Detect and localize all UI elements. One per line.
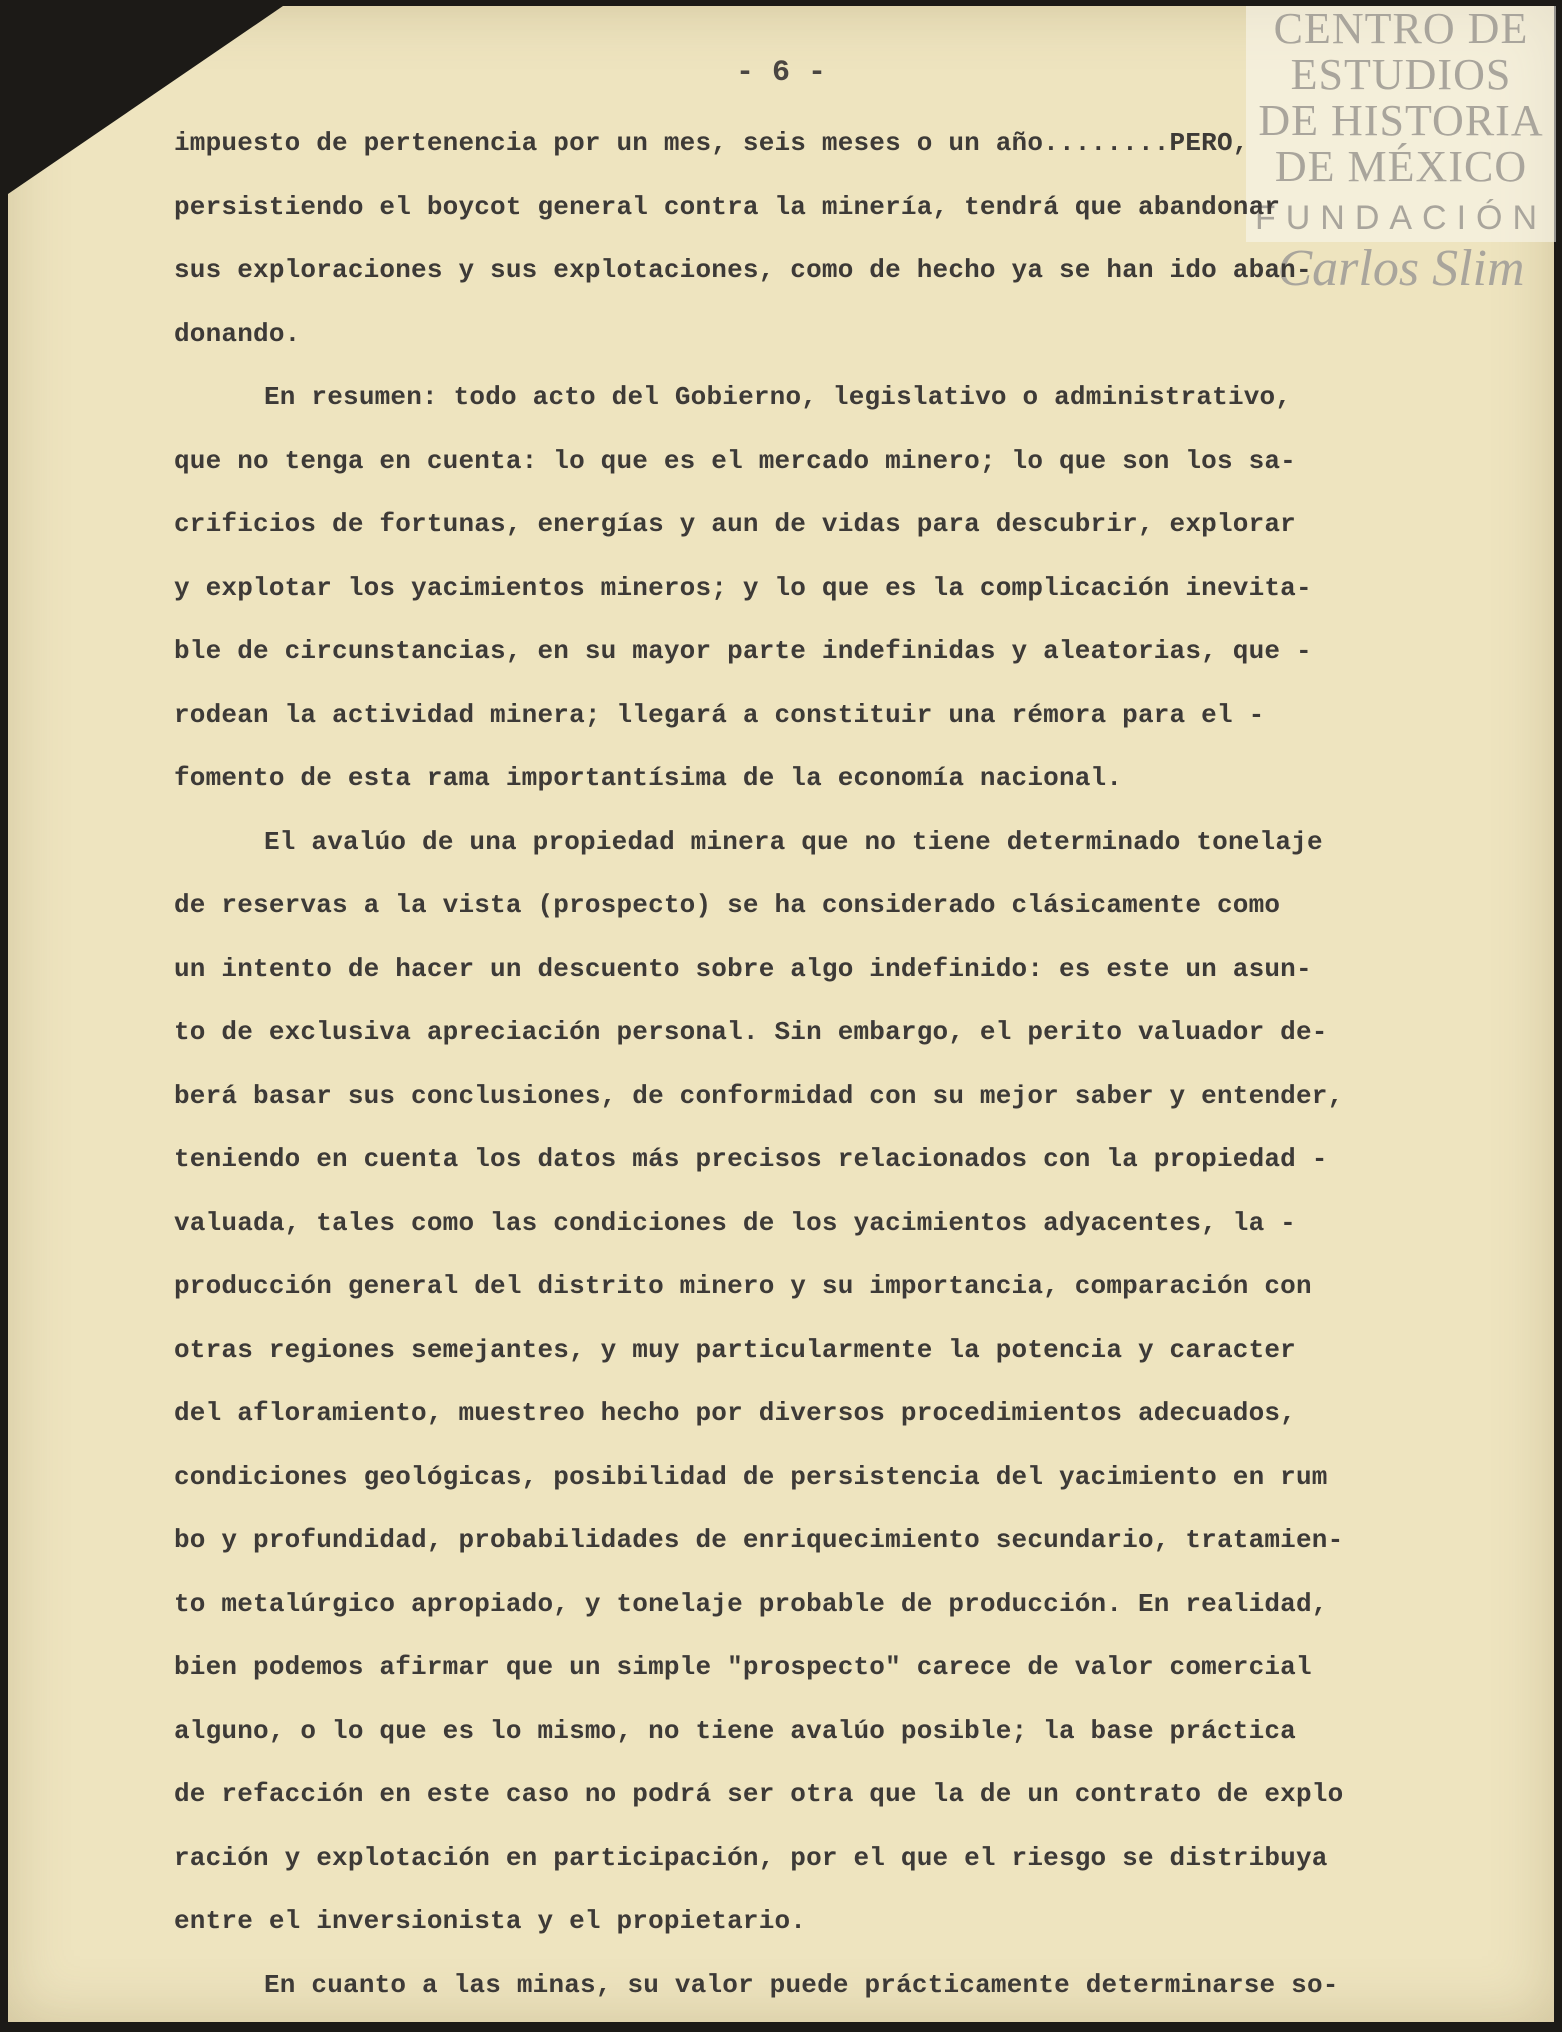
paragraph-start-line: En resumen: todo acto del Gobierno, legislativo o administrativo,: [264, 382, 1292, 412]
text-line: un intento de hacer un descuento sobre algo indefinido: es este un asun-: [174, 953, 1312, 984]
text-line: de reservas a la vista (prospecto) se ha considerado clásicamente como: [174, 890, 1281, 920]
text-line: entre el inversionista y el propietario.: [174, 1906, 807, 1936]
text-line: fomento de esta rama importantísima de la economía nacional.: [174, 763, 1123, 793]
text-line: otras regiones semejantes, y muy particularmente la potencia y caracter: [174, 1334, 1296, 1365]
text-line: rodean la actividad minera; llegará a constituir una rémora para el -: [174, 699, 1265, 730]
watermark-line: CENTRO DE: [1273, 4, 1529, 53]
text-line: persistiendo el boycot general contra la minería, tendrá que abandonar: [174, 191, 1281, 222]
text-line: valuada, tales como las condiciones de los yacimientos adyacentes, la -: [174, 1207, 1296, 1238]
watermark-signature: Carlos Slim: [1277, 240, 1525, 297]
text-line: que no tenga en cuenta: lo que es el mercado minero; lo que son los sa-: [174, 445, 1296, 476]
text-line: ración y explotación en participación, por el que el riesgo se distribuya: [174, 1842, 1328, 1873]
text-line: producción general del distrito minero y su importancia, comparación con: [174, 1271, 1312, 1301]
text-line: bo y profundidad, probabilidades de enriquecimiento secundario, tratamien-: [174, 1525, 1344, 1555]
paragraph-start-line: El avalúo de una propiedad minera que no tiene determinado tonelaje: [264, 826, 1323, 857]
text-line: y explotar los yacimientos mineros; y lo que es la complicación inevita-: [174, 572, 1312, 603]
text-line: crificios de fortunas, energías y aun de vidas para descubrir, explorar: [174, 509, 1296, 539]
text-line: ble de circunstancias, en su mayor parte indefinidas y aleatorias, que -: [174, 636, 1312, 666]
text-line: sus exploraciones y sus explotaciones, como de hecho ya se han ido aban-: [174, 255, 1312, 285]
watermark-foundation: FUNDACIÓN: [1254, 199, 1548, 237]
page-number: - 6 -: [735, 56, 826, 90]
text-line: to de exclusiva apreciación personal. Sin embargo, el perito valuador de-: [174, 1017, 1328, 1047]
text-line: alguno, o lo que es lo mismo, no tiene avalúo posible; la base práctica: [174, 1715, 1296, 1746]
text-line: del afloramiento, muestreo hecho por diversos procedimientos adecuados,: [174, 1398, 1296, 1428]
text-line: condiciones geológicas, posibilidad de persistencia del yacimiento en rum: [174, 1461, 1328, 1492]
text-line: berá basar sus conclusiones, de conformidad con su mejor saber y entender,: [174, 1080, 1344, 1111]
text-line: teniendo en cuenta los datos más precisos relacionados con la propiedad -: [174, 1144, 1328, 1174]
paragraph-start-line: En cuanto a las minas, su valor puede prácticamente determinarse so-: [264, 1969, 1339, 2000]
text-line: de refacción en este caso no podrá ser otra que la de un contrato de explo: [174, 1779, 1344, 1809]
text-line: impuesto de pertenencia por un mes, seis meses o un año........PERO,: [174, 128, 1249, 158]
watermark-line: ESTUDIOS: [1290, 50, 1512, 99]
text-line: donando.: [174, 318, 301, 349]
watermark-line: DE HISTORIA: [1258, 96, 1544, 145]
typewritten-body: [174, 112, 1492, 2017]
watermark-line: DE MÉXICO: [1274, 142, 1528, 191]
text-line: bien podemos afirmar que un simple "prospecto" carece de valor comercial: [174, 1652, 1312, 1682]
text-line: to metalúrgico apropiado, y tonelaje probable de producción. En realidad,: [174, 1588, 1328, 1619]
